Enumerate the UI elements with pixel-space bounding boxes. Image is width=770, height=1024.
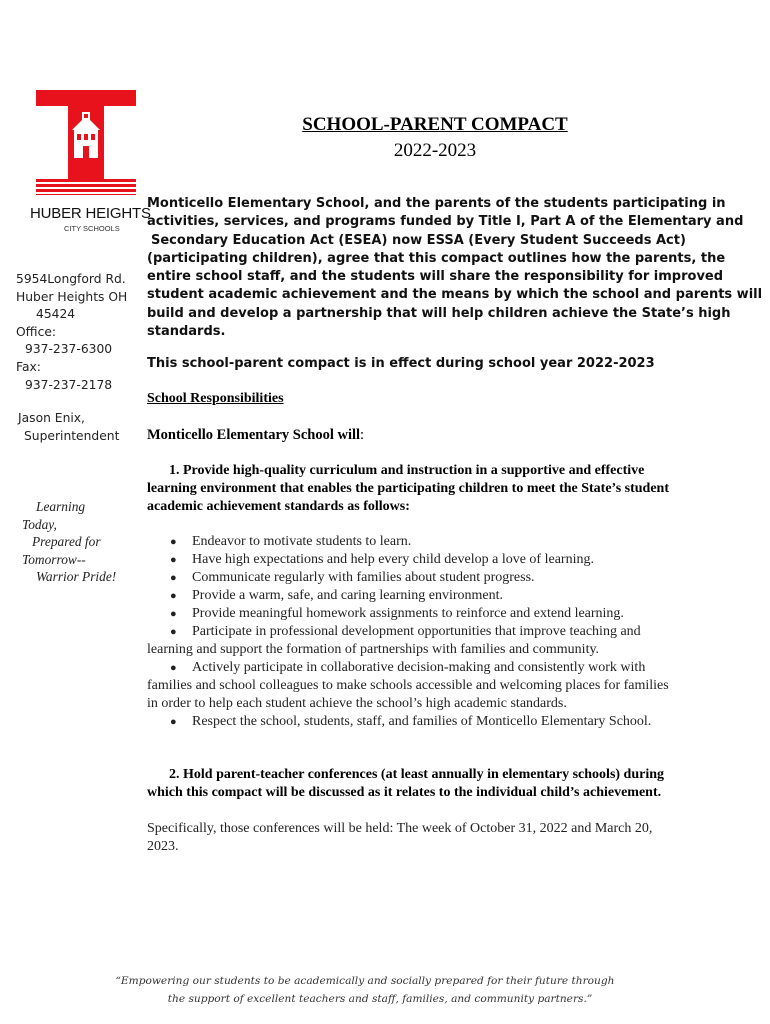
- intro-line: build and develop a partnership that will help children achieve the State’s high: [147, 305, 731, 321]
- list-item-continuation: families and school colleagues to make schools accessible and welcoming places for families: [147, 678, 669, 693]
- conference-line: 2023.: [147, 839, 179, 854]
- bullet-icon: ●: [170, 626, 177, 638]
- superintendent-title: Superintendent: [24, 428, 120, 443]
- list-item-text: Provide meaningful homework assignments to reinforce and extend learning.: [192, 606, 624, 621]
- motto-line: Learning: [36, 499, 86, 514]
- list-item: [170, 713, 651, 731]
- motto-line: Warrior Pride!: [36, 569, 117, 585]
- list-item: [170, 551, 594, 569]
- item-line: academic achievement standards as follows:: [147, 499, 410, 514]
- intro-line: Secondary Education Act (ESEA) now ESSA (Every Student Succeeds Act): [151, 232, 686, 248]
- school-will-colon: :: [360, 427, 365, 443]
- footer-mission-statement: [90, 972, 640, 1008]
- section-heading-school-responsibilities: School Responsibilities: [147, 391, 284, 406]
- list-item-text: Provide a warm, safe, and caring learning environment.: [192, 588, 504, 603]
- effective-period: This school-parent compact is in effect during school year 2022-2023: [147, 356, 655, 371]
- bullet-icon: ●: [170, 590, 177, 602]
- address-zip: 45424: [36, 307, 76, 322]
- bullet-icon: ●: [170, 716, 177, 728]
- list-item-text: Communicate regularly with families about student progress.: [192, 570, 535, 585]
- school-motto: [22, 498, 116, 586]
- conference-dates: [147, 820, 747, 856]
- bullet-icon: ●: [170, 536, 177, 548]
- list-item: [170, 587, 503, 605]
- conference-line: Specifically, those conferences will be held: The week of October 31, 2022 and March 20,: [147, 821, 653, 836]
- list-item-text: Actively participate in collaborative decision-making and consistently work with: [192, 660, 646, 675]
- list-item-text: Respect the school, students, staff, and families of Monticello Elementary School.: [192, 714, 652, 729]
- motto-line: Today,: [22, 516, 57, 532]
- list-item: [170, 569, 535, 587]
- school-will-text: Monticello Elementary School will: [147, 427, 361, 443]
- school-will-lead: [147, 427, 364, 444]
- list-item: [170, 533, 411, 551]
- logo-district-name: HUBER HEIGHTS: [30, 205, 151, 222]
- list-item: [170, 623, 641, 641]
- bullet-icon: ●: [170, 608, 177, 620]
- responsibility-item-1: [147, 462, 747, 516]
- motto-line: Tomorrow--: [22, 551, 86, 567]
- item-line: 2. Hold parent-teacher conferences (at least annually in elementary schools) during: [169, 767, 665, 782]
- huber-heights-logo-icon: [36, 90, 136, 195]
- page-title: SCHOOL-PARENT COMPACT: [302, 114, 568, 135]
- list-item-continuation: in order to help each student achieve the school’s high academic standards.: [147, 696, 567, 711]
- list-item: [170, 605, 624, 623]
- office-label: Office:: [16, 324, 57, 339]
- intro-line: entire school staff, and the students will share the responsibility for improved: [147, 269, 724, 285]
- superintendent-block: [18, 410, 119, 445]
- intro-line: standards.: [147, 324, 226, 340]
- address-city: Huber Heights OH: [16, 289, 128, 304]
- intro-line: Monticello Elementary School, and the parents of the students participating in: [147, 196, 726, 211]
- list-item-text: Participate in professional development opportunities that improve teaching and: [192, 624, 641, 639]
- school-year: 2022-2023: [393, 140, 477, 161]
- motto-line: Prepared for: [32, 534, 101, 550]
- list-item-text: Have high expectations and help every child develop a love of learning.: [192, 552, 594, 567]
- bullet-icon: ●: [170, 662, 177, 674]
- responsibility-item-2: [147, 766, 747, 802]
- logo-district-subtitle: CITY SCHOOLS: [64, 224, 120, 233]
- fax-label: Fax:: [16, 359, 41, 374]
- list-item-continuation: learning and support the formation of partnerships with families and community.: [147, 642, 600, 657]
- superintendent-name: Jason Enix,: [18, 411, 85, 425]
- address-street: 5954Longford Rd.: [16, 272, 126, 286]
- intro-line: (participating children), agree that this compact outlines how the parents, the: [147, 250, 726, 266]
- office-phone: 937-237-6300: [25, 342, 113, 357]
- bullet-icon: ●: [170, 554, 177, 566]
- bullet-icon: ●: [170, 572, 177, 584]
- intro-paragraph: [147, 195, 763, 341]
- intro-line: activities, services, and programs funded by Title I, Part A of the Elementary and: [147, 214, 744, 230]
- item-line: which this compact will be discussed as it relates to the individual child’s achievement.: [147, 785, 662, 800]
- item-line: learning environment that enables the participating children to meet the State’s student: [147, 481, 669, 496]
- list-item: [170, 659, 645, 677]
- fax-phone: 937-237-2178: [25, 377, 113, 392]
- item-line: 1. Provide high-quality curriculum and instruction in a supportive and effective: [169, 463, 645, 478]
- footer-line: “Empowering our students to be academically and socially prepared for their future through: [115, 975, 615, 987]
- list-item-text: Endeavor to motivate students to learn.: [192, 534, 412, 549]
- sidebar-contact: [16, 271, 141, 394]
- intro-line: student academic achievement and the means by which the school and parents will: [147, 287, 763, 303]
- footer-line: the support of excellent teachers and staff, families, and community partners.”: [167, 993, 593, 1005]
